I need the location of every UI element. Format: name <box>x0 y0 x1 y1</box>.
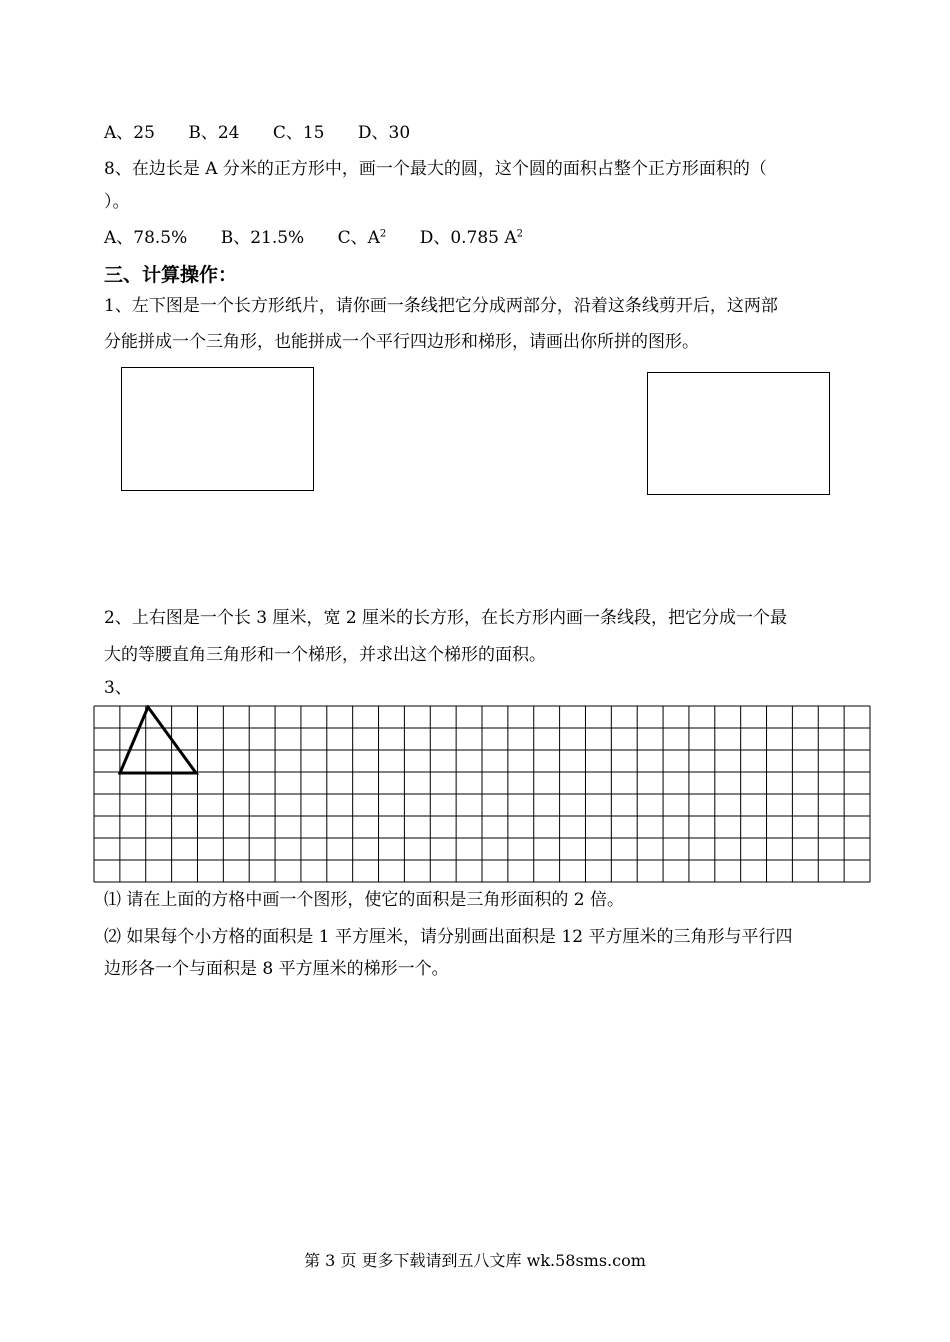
right-rectangle <box>647 372 830 495</box>
p3-sub2-line2: 边形各一个与面积是 8 平方厘米的梯形一个。 <box>104 959 449 979</box>
p2-line1: 2、上右图是一个长 3 厘米，宽 2 厘米的长方形，在长方形内画一条线段，把它分成一个最 <box>104 608 788 628</box>
section-heading: 三、计算操作： <box>104 264 238 286</box>
q7-options <box>104 121 438 145</box>
q7-option-a: A、25 <box>104 123 155 143</box>
q8-option-d: D、0.785 $A^2$ <box>419 228 524 248</box>
q8-options <box>104 226 551 250</box>
q8-option-b: B、21.5% <box>220 228 305 248</box>
p2-line2: 大的等腰直角三角形和一个梯形，并求出这个梯形的面积。 <box>104 645 546 665</box>
page-footer: 第 3 页 更多下载请到五八文库 wk.58sms.com <box>304 1251 646 1270</box>
q7-option-b: B、24 <box>188 123 240 143</box>
q7-option-d: D、30 <box>357 123 411 143</box>
p3-sub1: ⑴ 请在上面的方格中画一个图形，使它的面积是三角形面积的 2 倍。 <box>104 890 625 910</box>
p3-label: 3、 <box>104 678 132 698</box>
p1-line2: 分能拼成一个三角形，也能拼成一个平行四边形和梯形，请画出你所拼的图形。 <box>104 332 699 352</box>
square-grid <box>93 705 871 885</box>
left-rectangle <box>121 367 314 491</box>
q8-text-line1: 8、在边长是 A 分米的正方形中，画一个最大的圆，这个圆的面积占整个正方形面积的（ <box>104 159 767 179</box>
p1-line1: 1、左下图是一个长方形纸片，请你画一条线把它分成两部分，沿着这条线剪开后，这两部 <box>104 296 778 316</box>
q8-text-line2: ）。 <box>104 192 130 212</box>
q7-option-c: C、15 <box>272 123 325 143</box>
q8-option-a: A、78.5% <box>104 228 188 248</box>
q8-option-c: C、$A^2$ <box>337 228 387 248</box>
p3-sub2-line1: ⑵ 如果每个小方格的面积是 1 平方厘米，请分别画出面积是 12 平方厘米的三角形与平行四 <box>104 927 793 947</box>
triangle-shape <box>120 707 196 773</box>
